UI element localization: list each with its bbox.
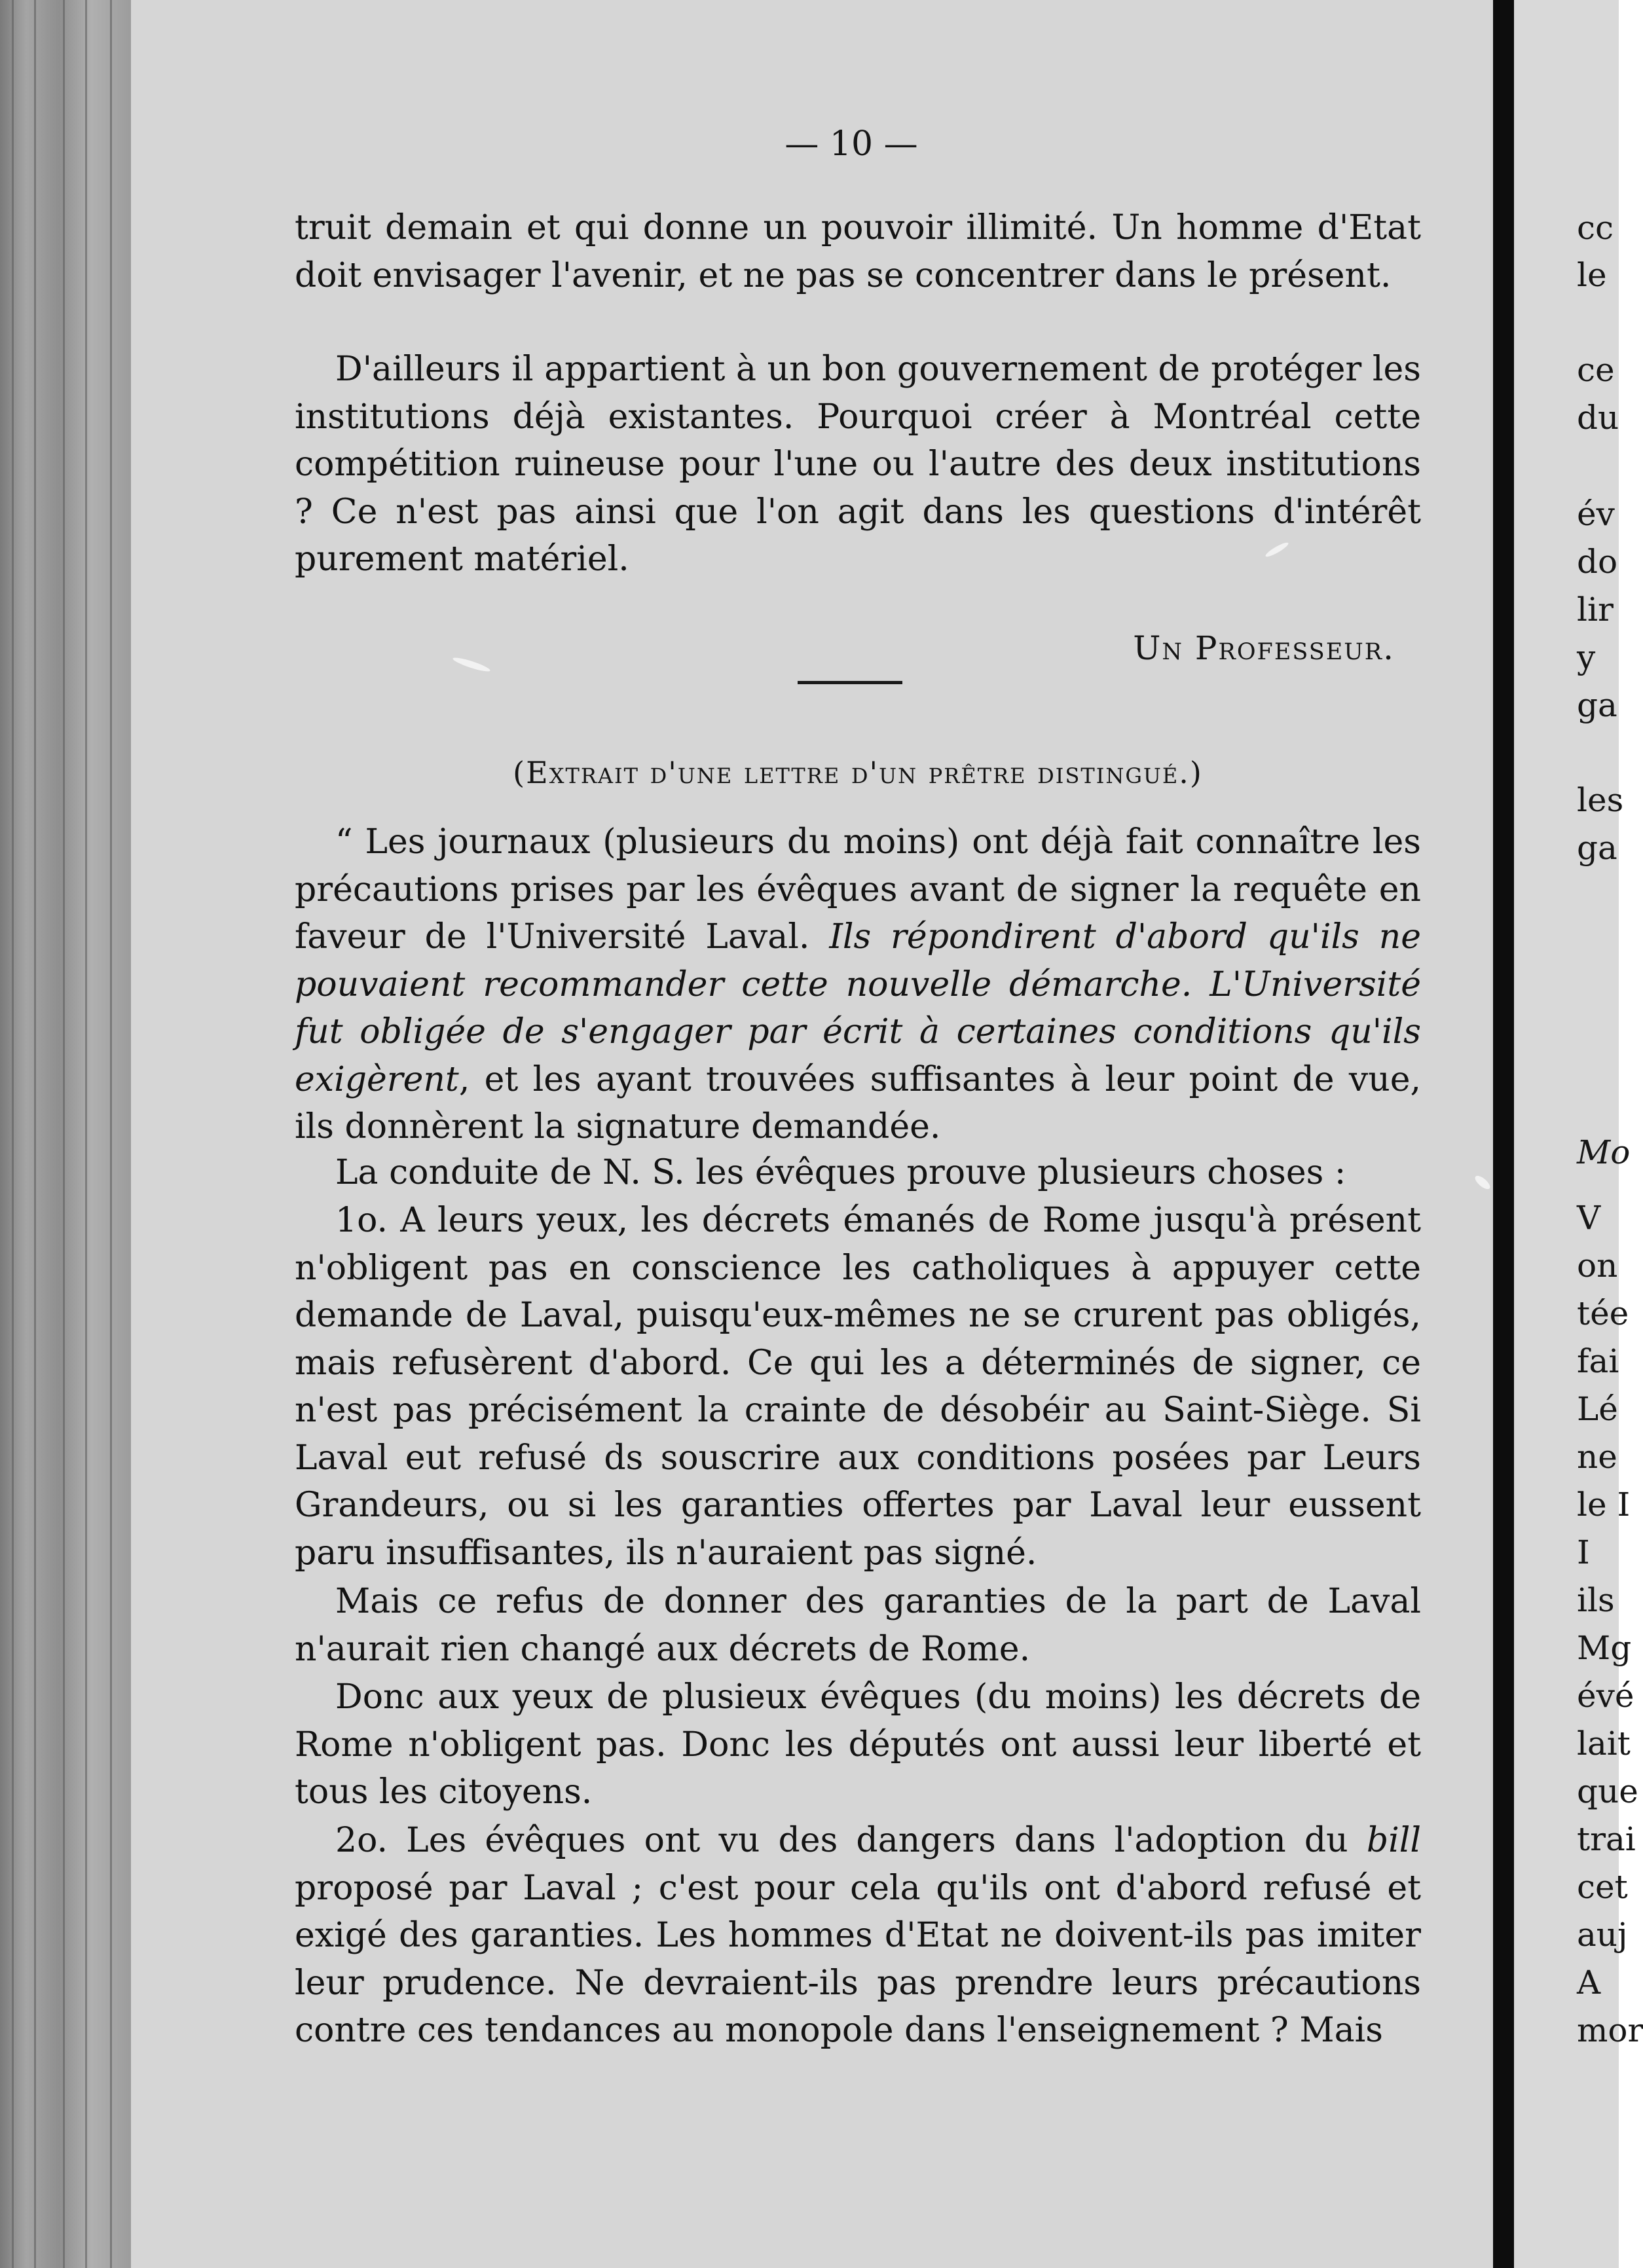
adjacent-line: le I: [1577, 1486, 1631, 1524]
adjacent-line: les: [1577, 781, 1624, 819]
page-number: — 10 —: [785, 124, 918, 164]
adjacent-line: du: [1577, 399, 1619, 437]
section-heading: (Extrait d'une lettre d'un prêtre distingué.): [513, 755, 1203, 790]
letter-paragraph-5: Donc aux yeux de plusieux évêques (du moins) les décrets de Rome n'obligent pas. Donc les députés ont aussi leur liberté et tous les citoyens.: [295, 1677, 1421, 1812]
letter-p1-start: “ Les journaux (plusieurs du moins) ont déjà fait connaître les précautions prises par les évêques avant de signer la requête en faveur de l'Université Laval.: [295, 822, 1421, 957]
adjacent-line: V: [1577, 1199, 1601, 1237]
paragraph-2: D'ailleurs il appartient à un bon gouvernement de protéger les institutions déjà existantes. Pourquoi créer à Montréal cette compétition ruineuse pour l'une ou l'autre des deux institutions ? Ce n'est pas ainsi que l'on agit dans les questions d'intérêt purement matériel.: [295, 350, 1421, 579]
adjacent-line: év: [1577, 495, 1615, 533]
adjacent-line: cc: [1577, 209, 1614, 247]
letter-paragraph-6: [295, 1817, 1421, 2055]
adjacent-line: I: [1577, 1533, 1590, 1571]
adjacent-line: ga: [1577, 829, 1617, 867]
adjacent-line: ga: [1577, 686, 1617, 724]
adjacent-line: cet: [1577, 1868, 1628, 1906]
adjacent-line: lait: [1577, 1725, 1631, 1763]
adjacent-line: ce: [1577, 351, 1615, 389]
adjacent-line: auj: [1577, 1916, 1628, 1954]
letter-p6-end: proposé par Laval ; c'est pour cela qu'ils ont d'abord refusé et exigé des garanties. Les hommes d'Etat ne doivent-ils pas imiter leur prudence. Ne devraient-ils pas prendre leurs précautions contre ces tendances au monopole dans l'enseignement ? Mais: [295, 1868, 1421, 2050]
letter-p1-end: , et les ayant trouvées suffisantes à leur point de vue, ils donnèrent la signature demandée.: [295, 1059, 1421, 1146]
adjacent-line: y: [1577, 638, 1596, 676]
adjacent-line: Lé: [1577, 1390, 1618, 1428]
adjacent-line: on: [1577, 1247, 1618, 1285]
letter-paragraph-2: La conduite de N. S. les évêques prouve plusieurs choses :: [335, 1153, 1346, 1192]
letter-p6-italic: bill: [1366, 1821, 1421, 1860]
signature: Un Professeur.: [1133, 629, 1395, 667]
letter-paragraph-3: 1o. A leurs yeux, les décrets émanés de Rome jusqu'à présent n'obligent pas en conscience les catholiques à appuyer cette demande de Laval, puisqu'eux-mêmes ne se crurent pas obligés, mais refusèrent d'abord. Ce qui les a déterminés de signer, ce n'est pas précisément la crainte de désobéir au Saint-Siège. Si Laval eut refusé ds souscrire aux conditions posées par Leurs Grandeurs, ou si les garanties offertes par Laval leur eussent paru insuffisantes, ils n'auraient pas signé.: [295, 1201, 1421, 1573]
letter-paragraph-4: Mais ce refus de donner des garanties de la part de Laval n'aurait rien changé aux décrets de Rome.: [295, 1582, 1421, 1669]
adjacent-line: que: [1577, 1772, 1638, 1810]
adjacent-page: [1514, 0, 1643, 2268]
gutter-shadow: [1493, 0, 1514, 2268]
adjacent-line: évé: [1577, 1677, 1634, 1715]
adjacent-line: Mo: [1577, 1133, 1631, 1171]
adjacent-line: ils: [1577, 1581, 1615, 1619]
adjacent-line: trai: [1577, 1820, 1636, 1858]
adjacent-line: ne: [1577, 1438, 1617, 1476]
adjacent-line: do: [1577, 543, 1618, 581]
paragraph-1: truit demain et qui donne un pouvoir illimité. Un homme d'Etat doit envisager l'avenir, et ne pas se concentrer dans le présent.: [295, 208, 1421, 295]
adjacent-line: le: [1577, 256, 1607, 294]
letter-p6-start: 2o. Les évêques ont vu des dangers dans l'adoption du: [335, 1821, 1367, 1860]
adjacent-line: lir: [1577, 591, 1614, 629]
letter-paragraph-1: [295, 818, 1421, 1151]
adjacent-line: fai: [1577, 1342, 1619, 1380]
adjacent-line: A: [1577, 1964, 1601, 2002]
letter-p1-italic: Ils répondirent d'abord qu'ils ne pouvaient recommander cette nouvelle démarche. L'Université fut obligée de s'engager par écrit à certaines conditions qu'ils exigèrent: [295, 917, 1421, 1099]
adjacent-line: tée: [1577, 1294, 1629, 1332]
section-rule: [798, 681, 902, 684]
book-edge: [0, 0, 131, 2268]
adjacent-line: Mg: [1577, 1629, 1632, 1667]
adjacent-line: mor: [1577, 2011, 1643, 2049]
